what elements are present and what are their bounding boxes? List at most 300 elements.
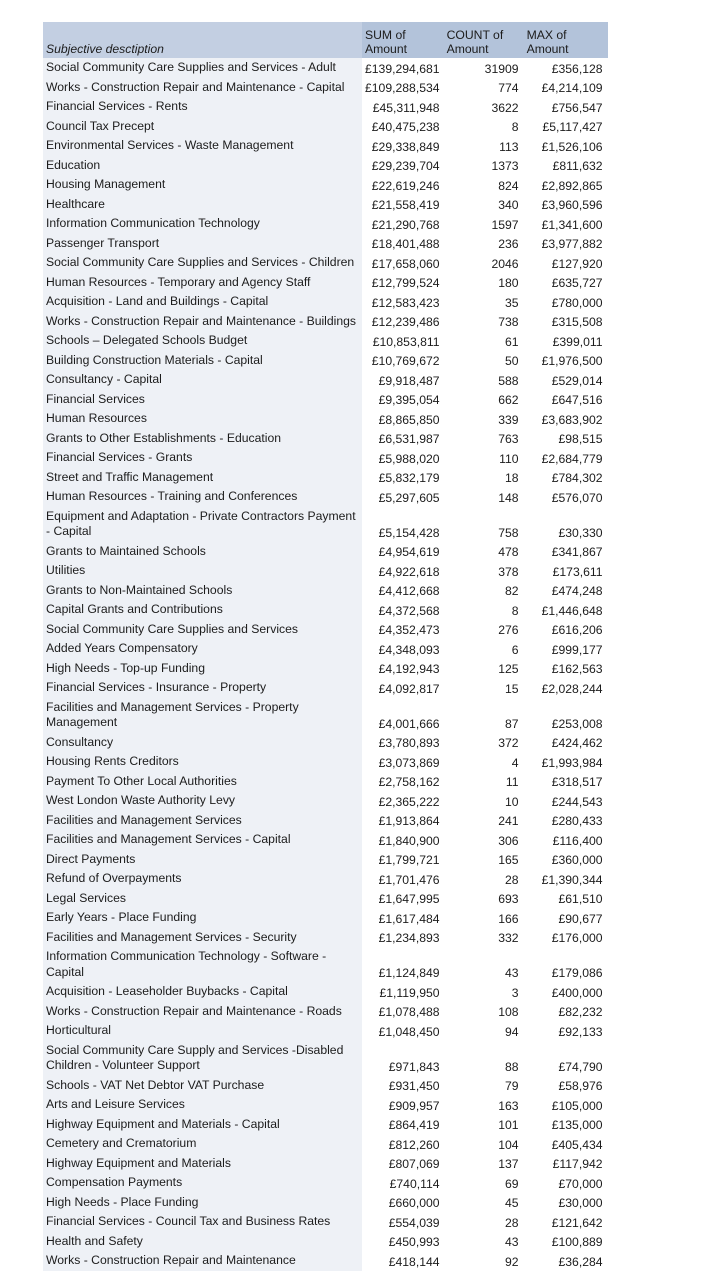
row-description: High Needs - Top-up Funding [43,659,362,679]
row-max: £30,000 [558,1196,603,1210]
row-description: Consultancy - Capital [43,370,362,390]
row-max: £1,976,500 [541,354,603,368]
row-count: 148 [498,490,519,505]
row-count: 8 [511,120,519,134]
row-sum: £1,799,721 [378,853,440,867]
row-description: Financial Services - Rents [43,97,362,117]
row-count: 28 [505,1215,519,1230]
row-max: £82,232 [558,1005,603,1019]
row-max: £74,790 [558,1059,603,1074]
row-max: £529,014 [551,373,603,388]
row-count: 1373 [491,159,519,173]
table-row [43,928,608,948]
table-row [43,292,608,312]
row-max: £1,446,648 [541,603,603,618]
table-row [43,542,608,562]
row-count: 2046 [491,256,519,271]
row-max: £280,433 [551,814,603,828]
row-description: Highway Equipment and Materials - Capital [43,1115,362,1135]
row-count: 3622 [491,100,519,115]
row-description: Cemetery and Crematorium [43,1134,362,1154]
row-sum: £1,913,864 [378,814,440,828]
row-sum: £9,395,054 [378,393,440,407]
table-row [43,620,608,640]
row-count: 693 [498,892,519,906]
row-max: £3,977,882 [541,237,603,251]
row-max: £356,128 [551,61,603,76]
row-description: Information Communication Technology - Software - Capital [43,947,362,982]
table-row [43,947,608,982]
row-count: 306 [498,833,519,848]
table-row [43,448,608,468]
row-sum: £807,069 [388,1157,440,1171]
row-description: Compensation Payments [43,1173,362,1193]
row-description: Financial Services - Council Tax and Business Rates [43,1212,362,1232]
row-max: £635,727 [551,276,603,290]
row-max: £400,000 [551,985,603,1000]
row-sum: £9,918,487 [378,373,440,388]
row-sum: £12,239,486 [371,315,440,329]
row-max: £318,517 [551,775,603,789]
row-max: £98,515 [558,432,603,446]
row-description: Financial Services [43,390,362,410]
row-sum: £4,412,668 [378,584,440,598]
row-description: Housing Management [43,175,362,195]
row-sum: £4,192,943 [378,662,440,676]
row-description: Building Construction Materials - Capital [43,351,362,371]
table-row [43,429,608,449]
row-count: 108 [498,1005,519,1019]
table-row [43,1095,608,1115]
table-row [43,1193,608,1213]
row-count: 61 [505,334,519,349]
row-count: 758 [498,525,519,540]
table-row [43,1251,608,1271]
row-sum: £4,352,473 [378,623,440,637]
row-description: Added Years Compensatory [43,639,362,659]
row-count: 165 [498,853,519,867]
row-count: 88 [505,1059,519,1074]
table-row [43,1212,608,1232]
table-row [43,1041,608,1076]
row-count: 69 [505,1176,519,1191]
row-max: £70,000 [558,1176,603,1191]
scrollbar-track[interactable] [693,0,710,1200]
row-count: 339 [498,412,519,427]
row-count: 92 [505,1254,519,1269]
row-count: 662 [498,393,519,407]
row-count: 166 [498,911,519,926]
row-description: Facilities and Management Services [43,811,362,831]
table-row [43,117,608,137]
table-row [43,772,608,792]
row-sum: £4,372,568 [378,603,440,618]
row-max: £616,206 [551,623,603,637]
row-sum: £45,311,948 [372,100,440,115]
row-max: £58,976 [558,1079,603,1093]
row-max: £405,434 [551,1137,603,1152]
row-sum: £12,583,423 [371,295,440,310]
row-count: 50 [505,354,519,368]
row-description: Direct Payments [43,850,362,870]
table-row [43,698,608,733]
row-sum: £909,957 [388,1098,440,1113]
row-count: 738 [498,315,519,329]
row-sum: £450,993 [388,1235,440,1249]
row-count: 10 [505,794,519,809]
row-sum: £864,419 [388,1118,440,1132]
row-description: Human Resources - Training and Conferences [43,487,362,507]
row-sum: £12,799,524 [371,276,440,290]
row-sum: £139,294,681 [365,61,440,76]
row-max: £424,462 [551,736,603,750]
table-row [43,1173,608,1193]
row-count: 18 [505,471,519,485]
row-max: £4,214,109 [541,81,603,95]
row-description: Facilities and Management Services - Security [43,928,362,948]
row-description: Consultancy [43,733,362,753]
row-max: £474,248 [551,584,603,598]
row-sum: £1,647,995 [378,892,440,906]
row-max: £1,993,984 [541,755,603,770]
row-max: £116,400 [552,833,603,848]
row-count: 101 [498,1118,519,1132]
table-row [43,58,608,78]
row-sum: £418,144 [388,1254,440,1269]
row-description: Highway Equipment and Materials [43,1154,362,1174]
header-max: MAX of Amount [524,22,608,58]
table-row [43,850,608,870]
row-count: 43 [505,966,519,980]
table-row [43,1115,608,1135]
row-max: £576,070 [551,490,603,505]
table-row [43,639,608,659]
row-max: £179,086 [551,966,603,980]
row-sum: £5,297,605 [378,490,440,505]
row-max: £3,683,902 [541,412,603,427]
table-row [43,390,608,410]
row-description: Arts and Leisure Services [43,1095,362,1115]
row-sum: £8,865,850 [378,412,440,427]
row-description: Works - Construction Repair and Maintenance - Roads [43,1002,362,1022]
row-description: High Needs - Place Funding [43,1193,362,1213]
row-count: 588 [498,373,519,388]
header-description: Subjective desctiption [43,22,362,58]
table-row [43,136,608,156]
row-max: £5,117,427 [542,120,603,134]
row-description: Healthcare [43,195,362,215]
row-sum: £17,658,060 [371,256,440,271]
row-description: Equipment and Adaptation - Private Contractors Payment - Capital [43,507,362,542]
row-sum: £29,338,849 [371,139,440,154]
row-description: Facilities and Management Services - Capital [43,830,362,850]
row-count: 236 [498,237,519,251]
row-count: 110 [499,451,519,466]
row-sum: £5,154,428 [378,525,440,540]
row-count: 94 [505,1024,519,1039]
row-sum: £931,450 [388,1079,440,1093]
row-max: £105,000 [551,1098,603,1113]
row-sum: £40,475,238 [371,120,440,134]
table-row [43,175,608,195]
row-description: Health and Safety [43,1232,362,1252]
row-count: 125 [498,662,519,676]
row-description: Legal Services [43,889,362,909]
row-count: 43 [505,1235,519,1249]
row-description: Payment To Other Local Authorities [43,772,362,792]
row-sum: £1,840,900 [378,833,440,848]
row-description: Horticultural [43,1021,362,1041]
row-sum: £4,954,619 [378,545,440,559]
row-sum: £740,114 [389,1176,440,1191]
row-description: Utilities [43,561,362,581]
row-sum: £18,401,488 [371,237,440,251]
row-description: Housing Rents Creditors [43,752,362,772]
table-row [43,351,608,371]
table-row [43,1076,608,1096]
row-sum: £4,092,817 [378,681,440,696]
row-description: Works - Construction Repair and Maintenance - Capital [43,78,362,98]
table-row [43,507,608,542]
row-count: 163 [498,1098,519,1113]
row-sum: £22,619,246 [371,178,440,193]
row-max: £341,867 [551,545,603,559]
table-row [43,1002,608,1022]
table-row [43,733,608,753]
row-count: 8 [511,603,519,618]
row-description: Street and Traffic Management [43,468,362,488]
row-sum: £5,832,179 [378,471,440,485]
row-count: 6 [511,642,519,657]
table-row [43,1134,608,1154]
row-description: Works - Construction Repair and Maintenance [43,1251,362,1271]
row-count: 478 [498,545,519,559]
table-row [43,1232,608,1252]
row-max: £2,028,244 [541,681,603,696]
table-row [43,678,608,698]
table-row [43,97,608,117]
row-count: 378 [498,564,519,579]
row-max: £127,920 [551,256,603,271]
row-count: 180 [498,276,519,290]
row-count: 276 [498,623,519,637]
row-count: 82 [505,584,519,598]
table-row [43,752,608,772]
row-count: 332 [498,931,519,945]
row-sum: £109,288,534 [365,81,440,95]
row-max: £3,960,596 [541,198,603,212]
table-row [43,982,608,1002]
row-max: £100,889 [551,1235,603,1249]
table-row [43,600,608,620]
row-description: Social Community Care Supply and Services -Disabled Children - Volunteer Support [43,1041,362,1076]
row-description: Grants to Non-Maintained Schools [43,581,362,601]
row-count: 3 [511,985,519,1000]
table-header [43,22,608,58]
row-count: 113 [499,139,519,154]
row-description: Education [43,156,362,176]
row-count: 774 [498,81,519,95]
table-body [43,58,608,1271]
row-description: Human Resources [43,409,362,429]
row-description: Grants to Other Establishments - Education [43,429,362,449]
row-max: £1,390,344 [541,872,603,887]
row-sum: £1,617,484 [378,911,440,926]
table-row [43,331,608,351]
table-row [43,791,608,811]
row-description: Early Years - Place Funding [43,908,362,928]
row-sum: £1,048,450 [378,1024,440,1039]
row-max: £30,330 [558,525,603,540]
table-row [43,156,608,176]
header-row [43,22,608,58]
row-count: 11 [505,775,519,789]
row-description: Council Tax Precept [43,117,362,137]
table-row [43,889,608,909]
row-max: £90,677 [558,911,603,926]
row-max: £253,008 [551,716,603,731]
table-row [43,370,608,390]
row-sum: £660,000 [388,1196,440,1210]
header-count: COUNT of Amount [444,22,524,58]
row-max: £1,526,106 [541,139,603,154]
row-count: 35 [505,295,519,310]
row-max: £360,000 [551,853,603,867]
row-max: £399,011 [552,334,603,349]
row-description: Schools – Delegated Schools Budget [43,331,362,351]
row-count: 340 [498,198,519,212]
row-max: £2,684,779 [541,451,603,466]
row-sum: £1,124,849 [378,966,440,980]
row-count: 824 [498,178,519,193]
row-sum: £29,239,704 [371,159,440,173]
row-count: 87 [505,716,519,731]
row-count: 79 [505,1079,519,1093]
header-sum: SUM of Amount [362,22,444,58]
row-sum: £1,078,488 [378,1005,440,1019]
table-row [43,312,608,332]
table-row [43,869,608,889]
row-max: £173,611 [552,564,603,579]
row-max: £176,000 [551,931,603,945]
row-description: Information Communication Technology [43,214,362,234]
table-row [43,234,608,254]
table-row [43,581,608,601]
table-row [43,659,608,679]
row-description: Works - Construction Repair and Maintenance - Buildings [43,312,362,332]
table-row [43,195,608,215]
row-count: 15 [505,681,519,696]
row-sum: £2,365,222 [378,794,440,809]
row-count: 763 [498,432,519,446]
row-count: 28 [505,872,519,887]
table-row [43,830,608,850]
row-description: Facilities and Management Services - Property Management [43,698,362,733]
row-max: £811,632 [552,159,603,173]
row-description: West London Waste Authority Levy [43,791,362,811]
row-description: Social Community Care Supplies and Services [43,620,362,640]
table-row [43,409,608,429]
row-max: £1,341,600 [541,217,603,232]
row-max: £780,000 [551,295,603,310]
row-count: 104 [498,1137,519,1152]
table-row [43,561,608,581]
row-max: £135,000 [551,1118,603,1132]
row-description: Acquisition - Leaseholder Buybacks - Capital [43,982,362,1002]
row-sum: £554,039 [388,1215,440,1230]
row-sum: £10,769,672 [371,354,440,368]
row-sum: £971,843 [388,1059,440,1074]
row-sum: £6,531,987 [378,432,440,446]
row-description: Social Community Care Supplies and Services - Adult [43,58,362,78]
table-row [43,811,608,831]
row-count: 372 [498,736,519,750]
row-sum: £5,988,020 [378,451,440,466]
row-max: £61,510 [558,892,603,906]
table-row [43,1154,608,1174]
row-max: £121,642 [551,1215,603,1230]
row-max: £117,942 [552,1157,603,1171]
row-count: 1597 [491,217,519,232]
row-description: Financial Services - Insurance - Property [43,678,362,698]
table-row [43,468,608,488]
row-max: £315,508 [551,315,603,329]
row-count: 241 [498,814,519,828]
row-sum: £1,701,476 [378,872,440,887]
pivot-table [43,22,608,1271]
row-count: 45 [505,1196,519,1210]
row-max: £244,543 [551,794,603,809]
row-sum: £21,290,768 [371,217,440,232]
row-max: £647,516 [551,393,603,407]
row-max: £92,133 [558,1024,603,1039]
row-description: Grants to Maintained Schools [43,542,362,562]
row-sum: £3,073,869 [378,755,440,770]
row-description: Human Resources - Temporary and Agency Staff [43,273,362,293]
table-row [43,1021,608,1041]
row-count: 31909 [484,61,519,76]
row-description: Passenger Transport [43,234,362,254]
row-description: Schools - VAT Net Debtor VAT Purchase [43,1076,362,1096]
row-description: Acquisition - Land and Buildings - Capital [43,292,362,312]
row-description: Refund of Overpayments [43,869,362,889]
row-sum: £10,853,811 [372,334,440,349]
row-sum: £4,348,093 [378,642,440,657]
table-row [43,78,608,98]
row-count: 4 [511,755,519,770]
row-sum: £3,780,893 [378,736,440,750]
row-max: £2,892,865 [541,178,603,193]
row-max: £999,177 [551,642,603,657]
row-max: £162,563 [551,662,603,676]
table-row [43,487,608,507]
table-row [43,214,608,234]
row-sum: £1,119,950 [379,985,440,1000]
row-sum: £4,001,666 [378,716,440,731]
row-sum: £1,234,893 [378,931,440,945]
table-row [43,908,608,928]
row-description: Capital Grants and Contributions [43,600,362,620]
row-max: £784,302 [551,471,603,485]
row-sum: £812,260 [388,1137,440,1152]
row-description: Social Community Care Supplies and Services - Children [43,253,362,273]
row-description: Environmental Services - Waste Management [43,136,362,156]
row-max: £756,547 [551,100,603,115]
table-row [43,253,608,273]
row-sum: £2,758,162 [378,775,440,789]
table-row [43,273,608,293]
row-max: £36,284 [558,1254,603,1269]
